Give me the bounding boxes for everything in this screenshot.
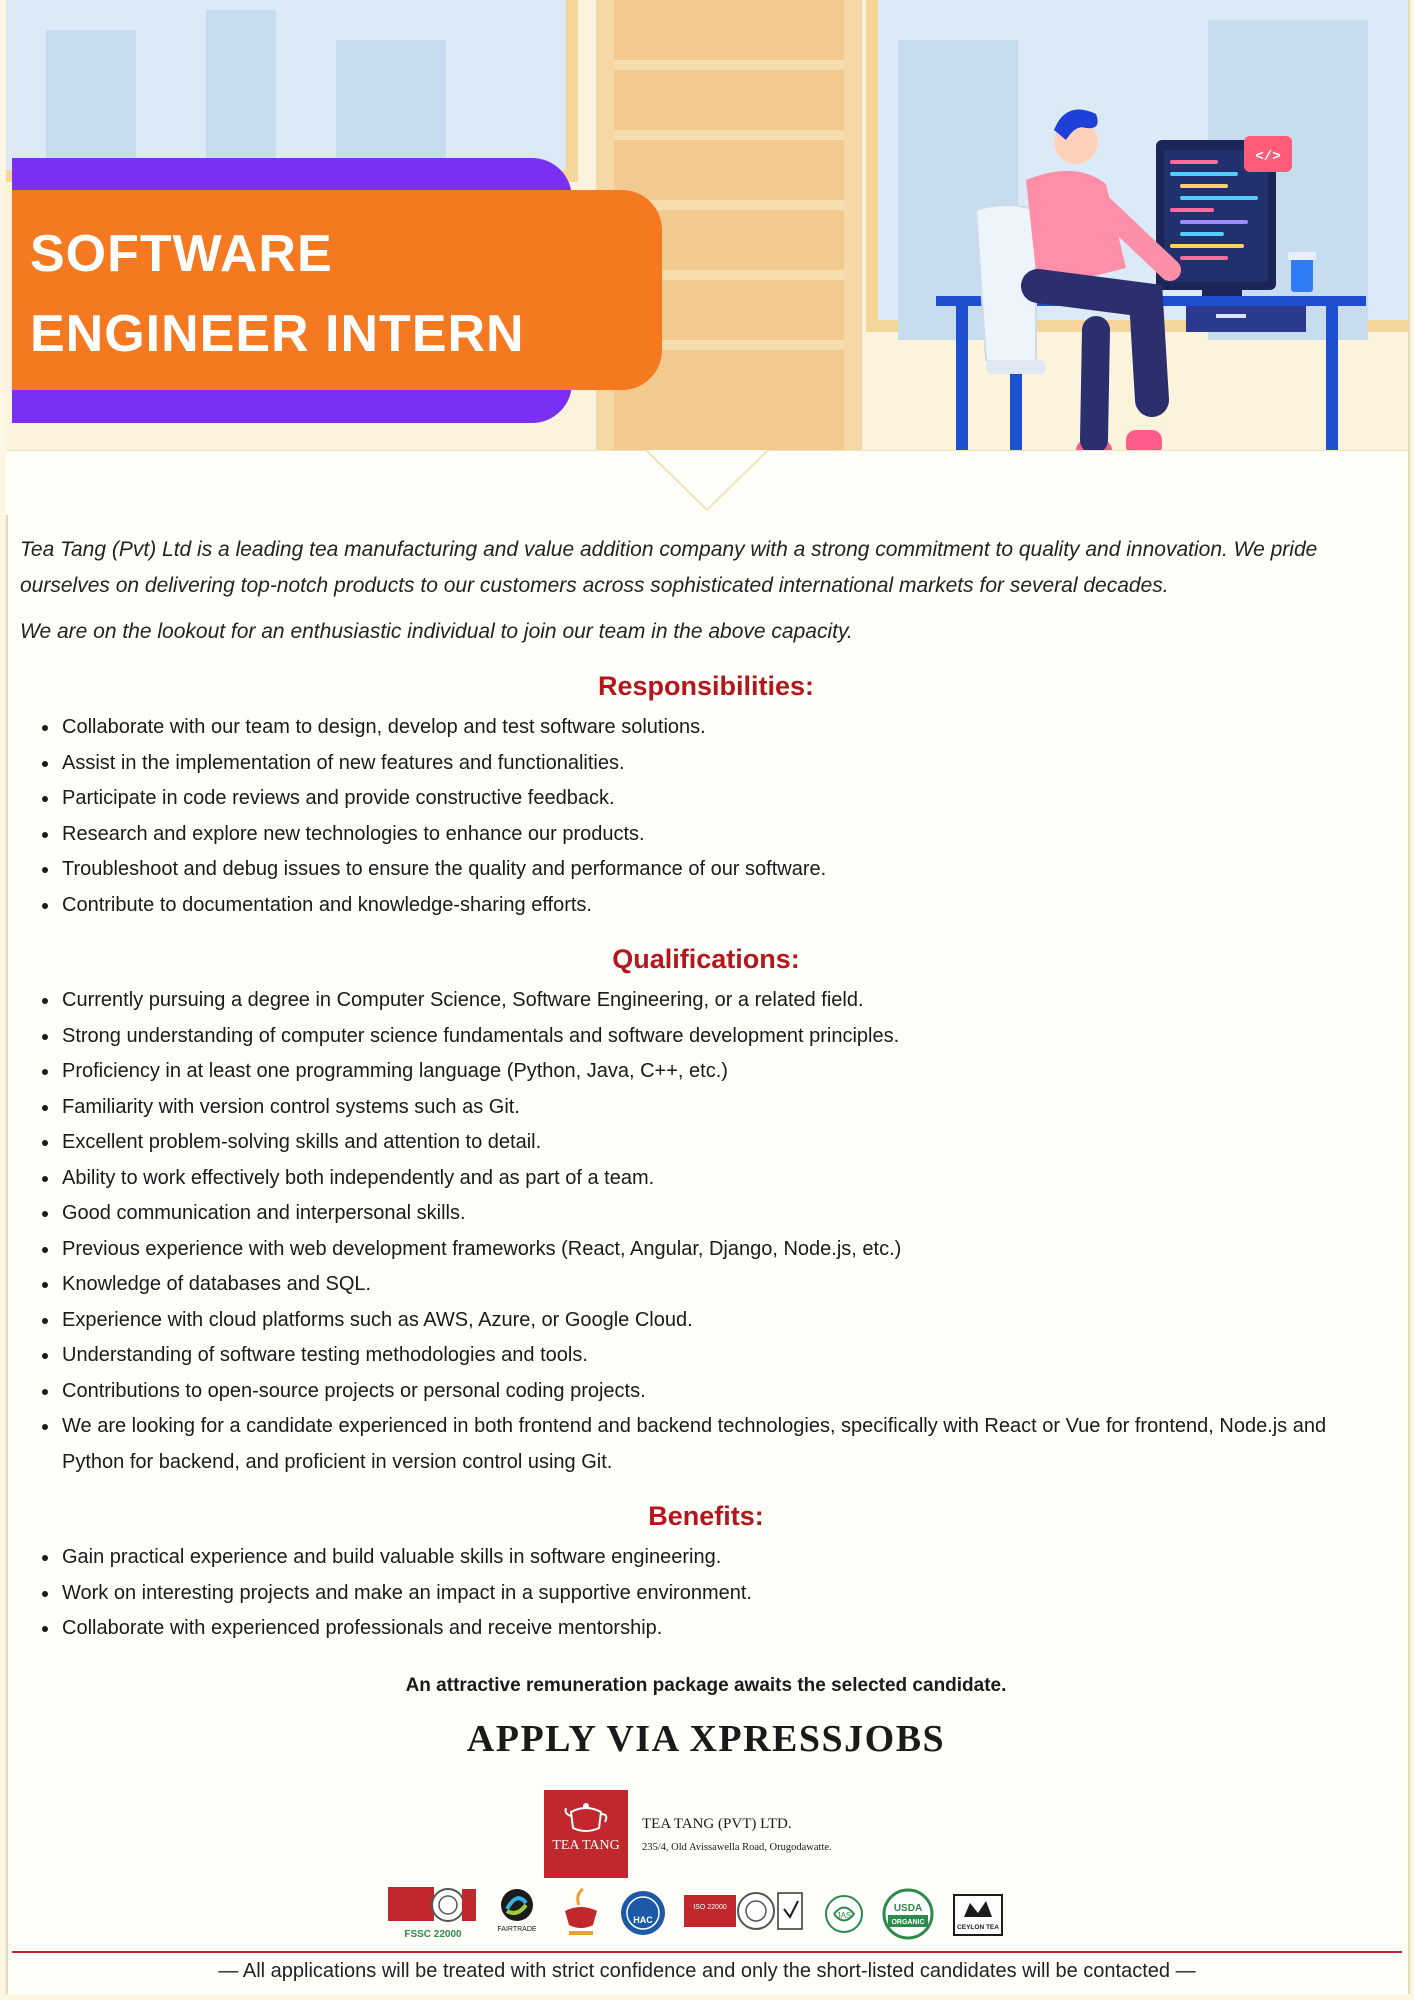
intro-paragraph-2: We are on the lookout for an enthusiastic individual to join our team in the above capacity. — [20, 620, 853, 643]
intro-paragraph-1: Tea Tang (Pvt) Ltd is a leading tea manufacturing and value addition company with a strong commitment to quality and innovation. We pride ourselves on delivering top-notch products to our customers across sophisticated international markets for several decades. — [20, 538, 1318, 597]
halal-badge — [618, 1886, 668, 1942]
list-item: • Proficiency in at least one programming language (Python, Java, C++, etc.) — [60, 1054, 1392, 1090]
ceylon-label: CEYLON TEA — [957, 1924, 999, 1931]
footer-divider — [12, 1951, 1402, 1953]
list-item: • Strong understanding of computer science fundamentals and software development principles. — [60, 1019, 1392, 1055]
list-item: • Previous experience with web development frameworks (React, Angular, Django, Node.js, etc.) — [60, 1232, 1392, 1268]
teapot-icon — [563, 1800, 609, 1834]
developer-illustration — [926, 100, 1386, 500]
footer-note: — All applications will be treated with strict confidence and only the short-listed candidates will be contacted — — [218, 1960, 1196, 1982]
jas-label: JAS — [836, 1911, 852, 1920]
company-logo — [544, 1790, 628, 1878]
list-item: • Excellent problem-solving skills and attention to detail. — [60, 1125, 1392, 1161]
code-tag-label: </> — [1255, 149, 1281, 165]
list-item: • Collaborate with experienced professionals and receive mentorship. — [60, 1611, 1392, 1647]
list-item: • Good communication and interpersonal skills. — [60, 1196, 1392, 1232]
title-line-1: SOFTWARE — [30, 225, 333, 283]
fairtrade-badge — [492, 1886, 542, 1942]
usda-label: USDA — [893, 1903, 923, 1914]
apply-call-to-action: APPLY VIA XPRESSJOBS — [466, 1717, 946, 1760]
list-item: • Contribute to documentation and knowledge-sharing efforts. — [60, 888, 1392, 924]
job-description — [20, 532, 1392, 1761]
qualifications-heading: Qualifications: — [612, 944, 800, 974]
fssc-badge — [388, 1886, 478, 1942]
window-left — [6, 0, 578, 182]
list-item: • Troubleshoot and debug issues to ensure the quality and performance of our software. — [60, 852, 1392, 888]
page-title — [30, 214, 650, 374]
fssc-label: FSSC 22000 — [404, 1929, 462, 1940]
list-item: • Collaborate with our team to design, develop and test software solutions. — [60, 710, 1392, 746]
list-item: • Assist in the implementation of new features and functionalities. — [60, 746, 1392, 782]
qualifications-list — [20, 983, 1392, 1480]
list-item: • Familiarity with version control systems such as Git. — [60, 1090, 1392, 1126]
usda-organic-badge — [880, 1886, 936, 1942]
list-item: • Gain practical experience and build valuable skills in software engineering. — [60, 1540, 1392, 1576]
responsibilities-list — [20, 710, 1392, 923]
list-item: • Contributions to open-source projects or personal coding projects. — [60, 1374, 1392, 1410]
hac-label: HAC — [633, 1915, 653, 1925]
jas-badge — [820, 1886, 868, 1942]
list-item: • Research and explore new technologies to enhance our products. — [60, 817, 1392, 853]
iso-label: ISO 22000 — [693, 1904, 727, 1911]
certifications-row — [388, 1886, 1028, 1944]
iso-badge — [684, 1886, 804, 1942]
list-item: • Ability to work effectively both independently and as part of a team. — [60, 1161, 1392, 1197]
remuneration-tagline: An attractive remuneration package awaits the selected candidate. — [405, 1674, 1007, 1696]
company-name: TEA TANG (PVT) LTD. — [642, 1816, 792, 1832]
list-item: • Knowledge of databases and SQL. — [60, 1267, 1392, 1303]
list-item: • Currently pursuing a degree in Computer Science, Software Engineering, or a related field. — [60, 983, 1392, 1019]
responsibilities-heading: Responsibilities: — [597, 671, 815, 701]
hero-banner — [6, 0, 1408, 515]
benefits-list — [20, 1540, 1392, 1647]
title-line-2: ENGINEER INTERN — [30, 305, 525, 363]
benefits-heading: Benefits: — [648, 1501, 764, 1531]
list-item: • Work on interesting projects and make an impact in a supportive environment. — [60, 1576, 1392, 1612]
hero-bottom-notch — [6, 450, 1408, 515]
ceylon-tea-badge — [950, 1886, 1006, 1942]
tea-emblem-badge — [556, 1886, 606, 1942]
logo-text: TEA TANG — [552, 1838, 620, 1853]
organic-label: ORGANIC — [891, 1919, 925, 1926]
list-item: • Understanding of software testing methodologies and tools. — [60, 1338, 1392, 1374]
fairtrade-label: FAIRTRADE — [497, 1926, 537, 1933]
list-item: • Experience with cloud platforms such as AWS, Azure, or Google Cloud. — [60, 1303, 1392, 1339]
company-info — [544, 1790, 904, 1880]
list-item: • We are looking for a candidate experienced in both frontend and backend technologies, specifically with React or Vue for frontend, Node.js and Python for backend, and proficient in version control using Git. — [60, 1409, 1392, 1480]
company-address: 235/4, Old Avissawella Road, Orugodawatte. — [642, 1842, 832, 1853]
list-item: • Participate in code reviews and provide constructive feedback. — [60, 781, 1392, 817]
